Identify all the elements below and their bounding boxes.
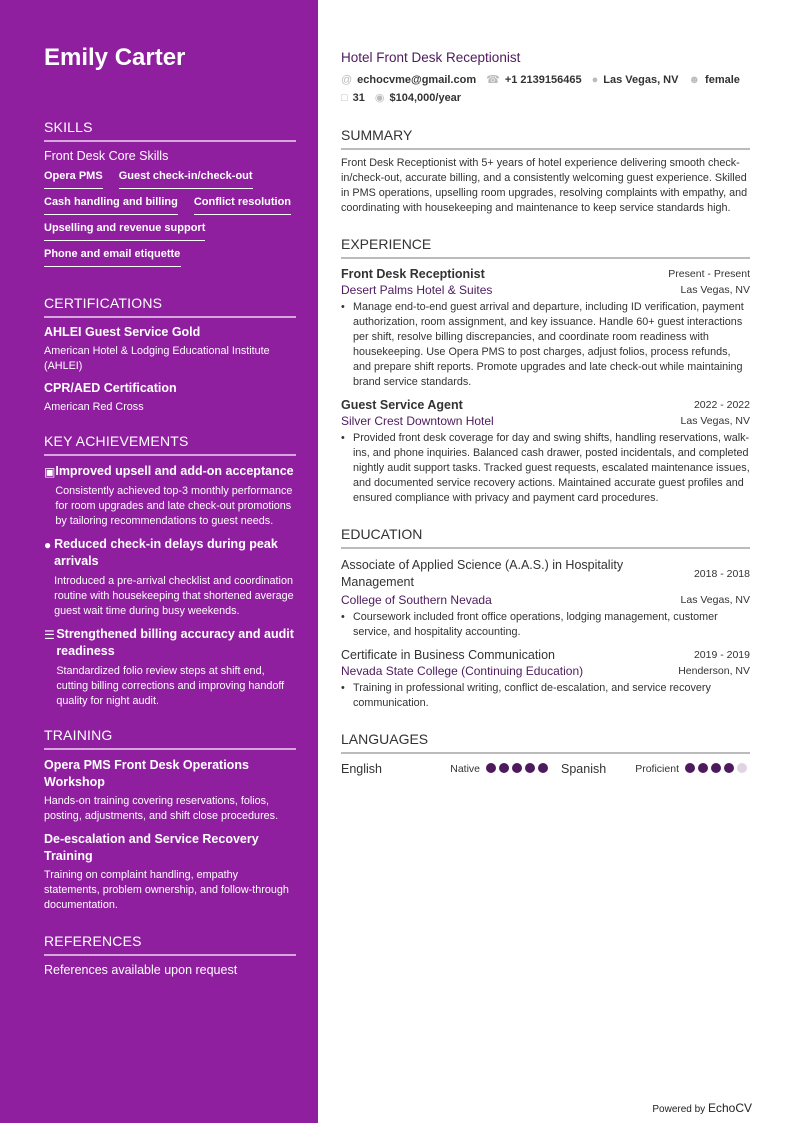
achievement-title: Strengthened billing accuracy and audit readiness bbox=[56, 627, 294, 658]
skill-tag: Phone and email etiquette bbox=[44, 245, 181, 267]
dates: 2018 - 2018 bbox=[693, 568, 750, 580]
rating-dot-filled bbox=[698, 763, 708, 773]
rating-dot-filled bbox=[685, 763, 695, 773]
training-desc: Hands-on training covering reservations, folios, posting, adjustments, and shift close procedures. bbox=[44, 795, 279, 822]
achievement-item bbox=[44, 536, 296, 619]
rating-dot-empty bbox=[737, 763, 747, 773]
achievement-desc: Consistently achieved top-3 monthly performance for room upgrades and late check-out promotions by tailoring recommendations to guest needs. bbox=[55, 485, 293, 527]
company: Silver Crest Downtown Hotel bbox=[341, 414, 494, 428]
description: • Manage end-to-end guest arrival and departure, including ID verification, payment authorization, room assignment, and key issuance. Handle 60+ guest interactions per shift, resolve billing discrepancies, and coordinate room readiness with housekeeping. Use Opera PMS to post charges, adjust folios, process refunds, and prepare shift reports. Promote upgrades and late check-out while maintaining brand service standards. bbox=[341, 300, 750, 390]
database-icon: ☰ bbox=[44, 628, 55, 642]
skill-tag: Opera PMS bbox=[44, 167, 103, 189]
contact-info bbox=[341, 71, 750, 107]
language-item bbox=[341, 762, 551, 776]
candidate-name: Emily Carter bbox=[44, 44, 186, 71]
description: • Training in professional writing, conflict de-escalation, and service recovery communication. bbox=[341, 681, 750, 711]
footer-prefix: Powered by bbox=[652, 1104, 706, 1115]
location: Las Vegas, NV bbox=[603, 74, 679, 86]
language-rating bbox=[486, 762, 551, 776]
languages-list bbox=[341, 762, 750, 776]
education-heading: EDUCATION bbox=[341, 526, 750, 549]
language-name: Spanish bbox=[561, 762, 607, 776]
cert-issuer: American Red Cross bbox=[44, 401, 144, 413]
description: • Coursework included front office operations, lodging management, customer service, and hospitality accounting. bbox=[341, 610, 750, 640]
experience-item bbox=[341, 267, 750, 390]
certifications-heading: CERTIFICATIONS bbox=[44, 295, 296, 318]
achievement-desc: Introduced a pre-arrival checklist and coordination routine with housekeeping that shortened average guest wait time during busy weekends. bbox=[54, 575, 294, 617]
experience-heading: EXPERIENCE bbox=[341, 236, 750, 259]
school: Nevada State College (Continuing Education) bbox=[341, 664, 584, 678]
achievement-item bbox=[44, 463, 296, 529]
dates: 2022 - 2022 bbox=[693, 399, 750, 411]
salary-icon: ◉ bbox=[374, 92, 385, 104]
main-content bbox=[341, 0, 750, 776]
skill-tag: Guest check-in/check-out bbox=[119, 167, 253, 189]
description: • Provided front desk coverage for day and swing shifts, handling reservations, walk-ins, and phone inquiries. Balanced cash drawer, posted incidentals, and completed nightly audit support tasks. Tracked guest requests, escalated maintenance issues, and documented service recovery actions. Maintained accurate guest profiles and ensured compliance with privacy and payment card procedures. bbox=[341, 431, 750, 506]
training-desc: Training on complaint handling, empathy statements, problem ownership, and follow-through documentation. bbox=[44, 869, 289, 911]
skill-tag: Upselling and revenue support bbox=[44, 219, 205, 241]
company: Desert Palms Hotel & Suites bbox=[341, 283, 493, 297]
at-icon: @ bbox=[341, 74, 353, 86]
language-rating bbox=[685, 762, 750, 776]
position: Guest Service Agent bbox=[341, 398, 463, 412]
skill-tag: Cash handling and billing bbox=[44, 193, 178, 215]
chat-icon: ● bbox=[44, 538, 52, 552]
degree: Certificate in Business Communication bbox=[341, 648, 555, 662]
location: Las Vegas, NV bbox=[680, 284, 750, 296]
age: 31 bbox=[352, 92, 365, 104]
location: Las Vegas, NV bbox=[680, 415, 750, 427]
languages-heading: LANGUAGES bbox=[341, 731, 750, 754]
rating-dot-filled bbox=[512, 763, 522, 773]
job-title: Hotel Front Desk Receptionist bbox=[341, 50, 521, 65]
achievement-title: Improved upsell and add-on acceptance bbox=[55, 464, 294, 478]
achievement-desc: Standardized folio review steps at shift end, cutting billing corrections and improving handoff quality for night audit. bbox=[56, 665, 285, 707]
sidebar bbox=[0, 0, 318, 1123]
achievement-item bbox=[44, 626, 296, 709]
phone-icon: ☎ bbox=[486, 74, 500, 86]
language-level: Native bbox=[450, 763, 480, 775]
school: College of Southern Nevada bbox=[341, 593, 492, 607]
rating-dot-filled bbox=[724, 763, 734, 773]
position: Front Desk Receptionist bbox=[341, 267, 485, 281]
cert-name: AHLEI Guest Service Gold bbox=[44, 325, 201, 339]
skills-heading: SKILLS bbox=[44, 119, 296, 142]
person-icon: ☻ bbox=[688, 74, 701, 86]
footer-brand: EchoCV bbox=[707, 1101, 752, 1115]
location: Las Vegas, NV bbox=[680, 594, 750, 606]
phone: +1 2139156465 bbox=[504, 74, 582, 86]
skill-group-title: Front Desk Core Skills bbox=[44, 149, 169, 163]
gender: female bbox=[705, 74, 740, 86]
footer bbox=[652, 1101, 752, 1115]
references-text: References available upon request bbox=[44, 963, 238, 977]
education-item bbox=[341, 557, 750, 640]
rating-dot-filled bbox=[711, 763, 721, 773]
achievements-heading: KEY ACHIEVEMENTS bbox=[44, 433, 296, 456]
salary: $104,000/year bbox=[389, 92, 462, 104]
cert-issuer: American Hotel & Lodging Educational Institute (AHLEI) bbox=[44, 345, 270, 372]
experience-item bbox=[341, 398, 750, 506]
achievement-title: Reduced check-in delays during peak arrivals bbox=[54, 537, 278, 568]
calendar-icon: □ bbox=[341, 92, 348, 104]
email: echocvme@gmail.com bbox=[357, 74, 477, 86]
language-item bbox=[551, 762, 750, 776]
references-heading: REFERENCES bbox=[44, 933, 296, 956]
cert-name: CPR/AED Certification bbox=[44, 381, 177, 395]
language-level: Proficient bbox=[635, 763, 679, 775]
location-icon: ● bbox=[591, 74, 599, 86]
book-icon: ▣ bbox=[44, 465, 56, 479]
education-item bbox=[341, 648, 750, 711]
skills-list bbox=[44, 167, 296, 271]
training-title: De-escalation and Service Recovery Training bbox=[44, 832, 259, 863]
rating-dot-filled bbox=[486, 763, 496, 773]
rating-dot-filled bbox=[499, 763, 509, 773]
summary-heading: SUMMARY bbox=[341, 127, 750, 150]
language-name: English bbox=[341, 762, 382, 776]
degree: Associate of Applied Science (A.A.S.) in Hospitality Management bbox=[341, 558, 624, 589]
rating-dot-filled bbox=[538, 763, 548, 773]
summary-text: Front Desk Receptionist with 5+ years of hotel experience delivering smooth check-in/check-out, accurate billing, and a consistently welcoming guest experience. Skilled in PMS operations, upselling room upgrades, resolving complaints with empathy, and coordinating with housekeeping and maintenance to keep service standards high. bbox=[341, 157, 748, 214]
training-heading: TRAINING bbox=[44, 727, 296, 750]
dates: 2019 - 2019 bbox=[693, 649, 750, 661]
skill-tag: Conflict resolution bbox=[194, 193, 291, 215]
location: Henderson, NV bbox=[678, 665, 750, 677]
dates: Present - Present bbox=[668, 268, 750, 280]
rating-dot-filled bbox=[525, 763, 535, 773]
training-title: Opera PMS Front Desk Operations Workshop bbox=[44, 758, 249, 789]
